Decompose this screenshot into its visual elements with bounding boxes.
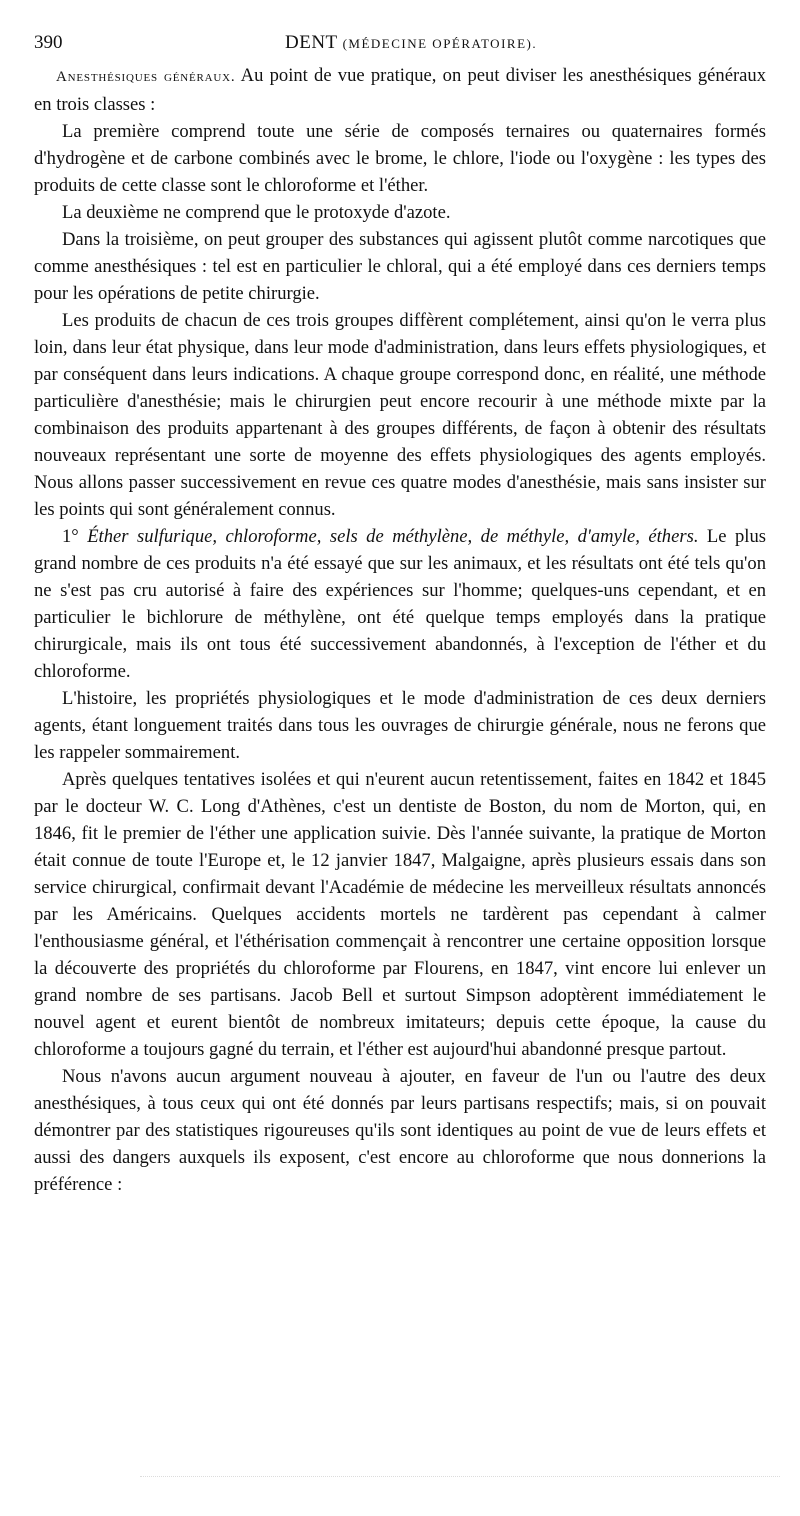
section-heading: Anesthésiques généraux. (56, 69, 236, 85)
scan-artifact (140, 1470, 780, 1477)
running-header (34, 32, 764, 56)
paragraph-8: Après quelques tentatives isolées et qui n'eurent aucun retentissement, faites en 1842 et 1845 par le docteur W. C. Long d'Athènes, c'est un dentiste de Boston, du nom de Morton, qui, en 1846, fit le premier de l'éther une application suivie. Dès l'année suivante, la pratique de Morton était connue de toute l'Europe et, le 12 janvier 1847, Malgaigne, après plusieurs essais dans son service chirurgical, confirmait devant l'Académie de médecine les merveilleux résultats annoncés par les Américains. Quelques accidents mortels ne tardèrent pas cependant à calmer l'enthousiasme général, et l'éthérisation commençait à rencontrer une certaine opposition lorsque la découverte des propriétés du chloroforme par Flourens, en 1847, vint encore lui enlever un grand nombre de ses partisans. Jacob Bell et surtout Simpson adoptèrent immédiatement le nouvel agent et eurent bientôt de nombreux imitateurs; depuis cette époque, la cause du chloroforme a toujours gagné du terrain, et l'éther est aujourd'hui abandonné presque partout. (34, 769, 766, 1060)
subsection-heading: Éther sulfurique, chloroforme, sels de méthylène, de méthyle, d'amyle, éthers. (87, 526, 699, 547)
paragraph-7: L'histoire, les propriétés physiologiques et le mode d'administration de ces deux derniers agents, étant longuement traités dans tous les ouvrages de chirurgie générale, nous ne ferons que les rappeler sommairement. (34, 688, 766, 763)
body-text (34, 62, 766, 1198)
list-number: 1° (62, 526, 79, 547)
paragraph-5: Les produits de chacun de ces trois groupes diffèrent complétement, ainsi qu'on le verra plus loin, dans leur état physique, dans leur mode d'administration, dans leurs effets physiologiques, et par conséquent dans leurs indications. A chaque groupe correspond donc, en réalité, une méthode particulière d'anesthésie; mais le chirurgien peut encore recourir à une méthode mixte par la combinaison des produits appartenant à des groupes différents, de façon à obtenir des résultats nouveaux représentant une sorte de moyenne des effets physiologiques des agents employés. Nous allons passer successivement en revue ces quatre modes d'anesthésie, mais sans insister sur les points qui sont généralement connus. (34, 310, 766, 520)
paragraph-3: La deuxième ne comprend que le protoxyde d'azote. (62, 202, 451, 223)
paragraph-1-text: Au point de vue pratique, on peut diviser les anesthésiques généraux en trois classes : (34, 65, 766, 115)
paragraph-6-text: Le plus grand nombre de ces produits n'a été essayé que sur les animaux, et les résultats ont été tels qu'on ne s'est pas cru autorisé à faire des expériences sur l'homme; quelques-uns cependant, et en particulier le bichlorure de méthylène, ont été quelque temps employés dans la pratique chirurgicale, mais ils ont tous été successivement abandonnés, à l'exception de l'éther et du chloroforme. (34, 526, 766, 682)
running-title-subtitle: (MÉDECINE OPÉRATOIRE). (342, 36, 538, 51)
paragraph-2: La première comprend toute une série de composés ternaires ou quaternaires formés d'hydrogène et de carbone combinés avec le brome, le chlore, l'iode ou l'oxygène : les types des produits de cette classe sont le chloroforme et l'éther. (34, 121, 766, 196)
paragraph-1 (34, 62, 766, 118)
page-number: 390 (34, 32, 63, 53)
paragraph-6 (34, 523, 766, 685)
running-title-main: DENT (285, 32, 338, 53)
paragraph-4: Dans la troisième, on peut grouper des substances qui agissent plutôt comme narcotiques que comme anesthésiques : tel est en particulier le chloral, qui a été employé dans ces derniers temps pour les opérations de petite chirurgie. (34, 229, 766, 304)
paragraph-9: Nous n'avons aucun argument nouveau à ajouter, en faveur de l'un ou l'autre des deux anesthésiques, à tous ceux qui ont été donnés par leurs partisans respectifs; mais, si on pouvait démontrer par des statistiques rigoureuses qu'ils sont identiques au point de vue de leurs effets et aussi des dangers auxquels ils exposent, c'est encore au chloroforme que nous donnerions la préférence : (34, 1066, 766, 1195)
running-title (285, 32, 537, 54)
